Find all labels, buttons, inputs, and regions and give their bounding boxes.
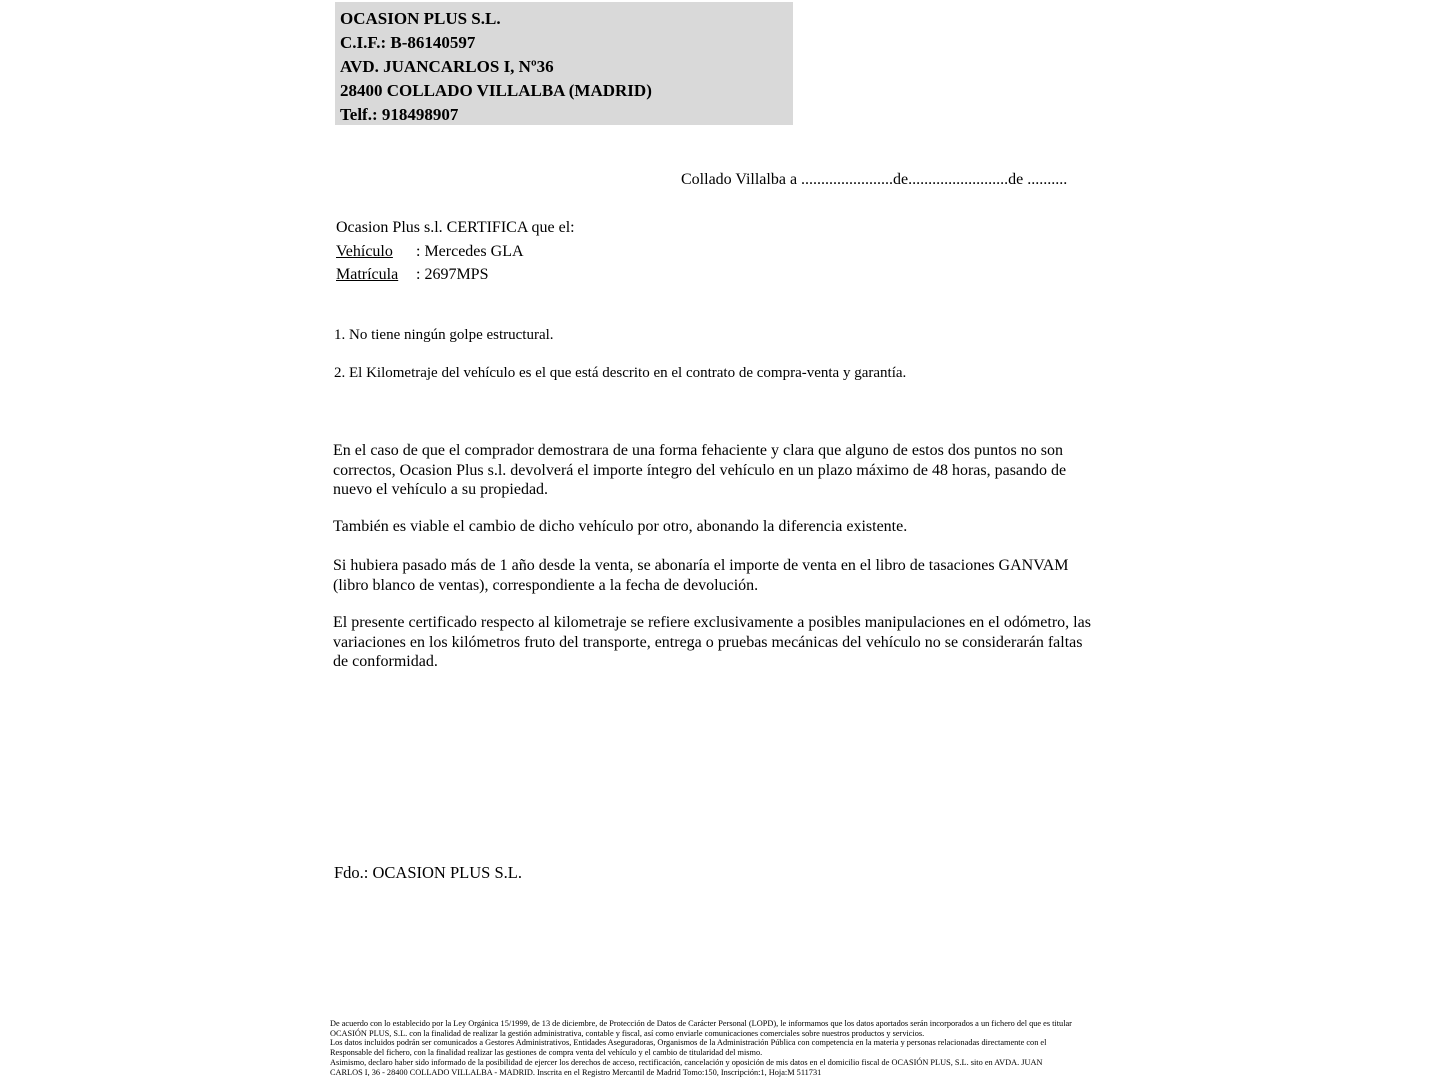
footer-line: Responsable del fichero, con la finalidad realizar las gestiones de compra venta del vehículo y el cambio de titularidad del mismo. [330,1048,763,1058]
paragraph-exchange: También es viable el cambio de dicho vehículo por otro, abonando la diferencia existente. [333,518,908,535]
date-line: Collado Villalba a .......................de.........................de .......... [681,171,1068,188]
plate-label: Matrícula [336,266,399,283]
footer-line: OCASIÓN PLUS, S.L. con la finalidad de realizar la gestión administrativa, contable y fiscal, así como enviarle comunicaciones comerciales sobre nuestros productos y servicios. [330,1028,925,1038]
company-cif: C.I.F.: B-86140597 [340,33,476,52]
paragraph-ganvam: Si hubiera pasado más de 1 año desde la venta, se abonaría el importe de venta en el libro de tasaciones GANVAM (libro blanco de ventas), correspondiente a la fecha de devolución. [333,557,1069,594]
company-name: OCASION PLUS S.L. [340,9,501,28]
vehicle-value: : Mercedes GLA [416,242,524,260]
legal-footer [330,1019,1108,1077]
footer-line: Los datos incluidos podrán ser comunicados a Gestores Administrativos, Entidades Aseguradoras, Organismos de la Administración Pública con competencia en la materia y personas relacionadas directamente con el [330,1038,1047,1048]
paragraph-refund: En el caso de que el comprador demostrara de una forma fehaciente y clara que alguno de estos dos puntos no son correctos, Ocasion Plus s.l. devolverá el importe íntegro del vehículo en un plazo máximo de 48 horas, pasando de nuevo el vehículo a su propiedad. [333,442,1067,498]
signature-line: Fdo.: OCASION PLUS S.L. [334,863,522,882]
certification-block [336,216,575,287]
company-phone: Telf.: 918498907 [340,105,459,124]
point-2: 2. El Kilometraje del vehículo es el que está descrito en el contrato de compra-venta y garantía. [334,365,907,381]
footer-line: De acuerdo con lo establecido por la Ley Orgánica 15/1999, de 13 de diciembre, de Protección de Datos de Carácter Personal (LOPD), le informamos que los datos aportados serán incorporados a un fichero del que es titular [330,1019,1072,1028]
point-1: 1. No tiene ningún golpe estructural. [334,327,554,343]
company-address: AVD. JUANCARLOS I, Nº36 [340,57,554,76]
plate-value: : 2697MPS [416,266,489,283]
paragraph-odometer: El presente certificado respecto al kilometraje se refiere exclusivamente a posibles manipulaciones en el odómetro, las variaciones en los kilómetros fruto del transporte, entrega o pruebas mecánicas del vehículo no se considerarán faltas de conformidad. [333,614,1091,670]
company-city: 28400 COLLADO VILLALBA (MADRID) [340,81,652,100]
footer-line: Asimismo, declaro haber sido informado de la posibilidad de ejercer los derechos de acceso, rectificación, cancelación y oposición de mis datos en el domicilio fiscal de OCASIÓN PLUS, S.L. sito en AVDA. JUAN [330,1057,1043,1067]
vehicle-label: Vehículo [336,242,393,260]
vehicle-row [336,240,575,264]
certification-intro: Ocasion Plus s.l. CERTIFICA que el: [336,219,575,236]
company-header-block [335,2,793,125]
plate-row [336,263,575,287]
footer-line: CARLOS I, 36 - 28400 COLLADO VILLALBA - MADRID. Inscrita en el Registro Mercantil de Madrid Tomo:150, Inscripción:1, Hoja:M 511731 [330,1067,822,1077]
